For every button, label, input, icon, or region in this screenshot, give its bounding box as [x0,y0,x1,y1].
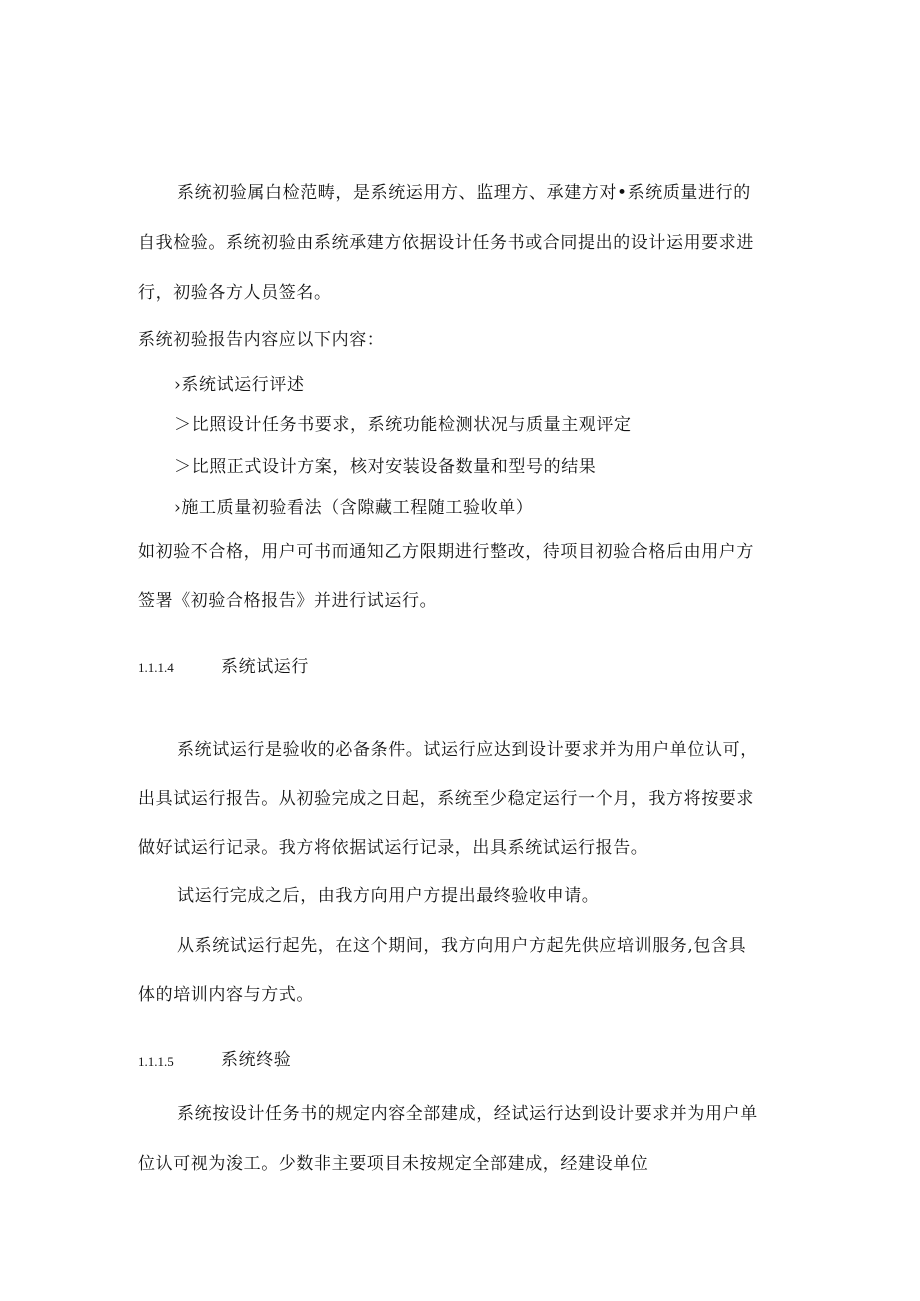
paragraph-5-line-1: 从系统试运行起先，在这个期间，我方向用户方起先供应培训服务,包含具 [177,936,747,956]
section-number: 1.1.1.5 [138,1054,174,1069]
paragraph-1-line-1: 系统初验属白检范畴，是系统运用方、监理方、承建方对•系统质量进行的 [177,183,751,203]
paragraph-1-line-3: 行，初验各方人员签名。 [138,283,332,303]
paragraph-6-line-1: 系统按设计任务书的规定内容全部建成，经试运行达到设计要求并为用户单 [177,1104,758,1124]
report-item: ＞比照设计任务书要求，系统功能检测状况与质量主观评定 [174,415,632,435]
section-title: 系统试运行 [221,657,309,677]
paragraph-5-line-2: 体的培训内容与方式。 [138,985,314,1005]
report-item: ＞比照正式设计方案，核对安装设备数量和型号的结果 [174,457,597,477]
report-item: ›施工质量初验看法（含隙藏工程随工验收单） [174,498,534,518]
paragraph-2-line-2: 签署《初验合格报告》并进行试运行。 [138,591,438,611]
paragraph-3-line-2: 出具试运行报告。从初验完成之日起，系统至少稳定运行一个月，我方将按要求 [138,789,754,809]
report-item: ›系统试运行评述 [174,375,305,395]
paragraph-2-line-1: 如初验不合格，用户可书而通知乙方限期进行整改，待项目初验合格后由用户方 [138,542,754,562]
report-intro: 系统初验报告内容应以下内容： [138,330,385,350]
paragraph-4: 试运行完成之后，由我方向用户方提出最终验收申请。 [177,886,600,906]
paragraph-3-line-1: 系统试运行是验收的必备条件。试运行应达到设计要求并为用户单位认可， [177,740,758,760]
paragraph-6-line-2: 位认可视为浚工。少数非主要项目未按规定全部建成，经建设单位 [138,1154,649,1174]
paragraph-1-line-2: 自我检验。系统初验由系统承建方依据设计任务书或合同提出的设计运用要求进 [138,233,754,253]
section-number: 1.1.1.4 [138,660,174,675]
section-title: 系统终验 [221,1050,292,1070]
paragraph-3-line-3: 做好试运行记录。我方将依据试运行记录，出具系统试运行报告。 [138,838,649,858]
